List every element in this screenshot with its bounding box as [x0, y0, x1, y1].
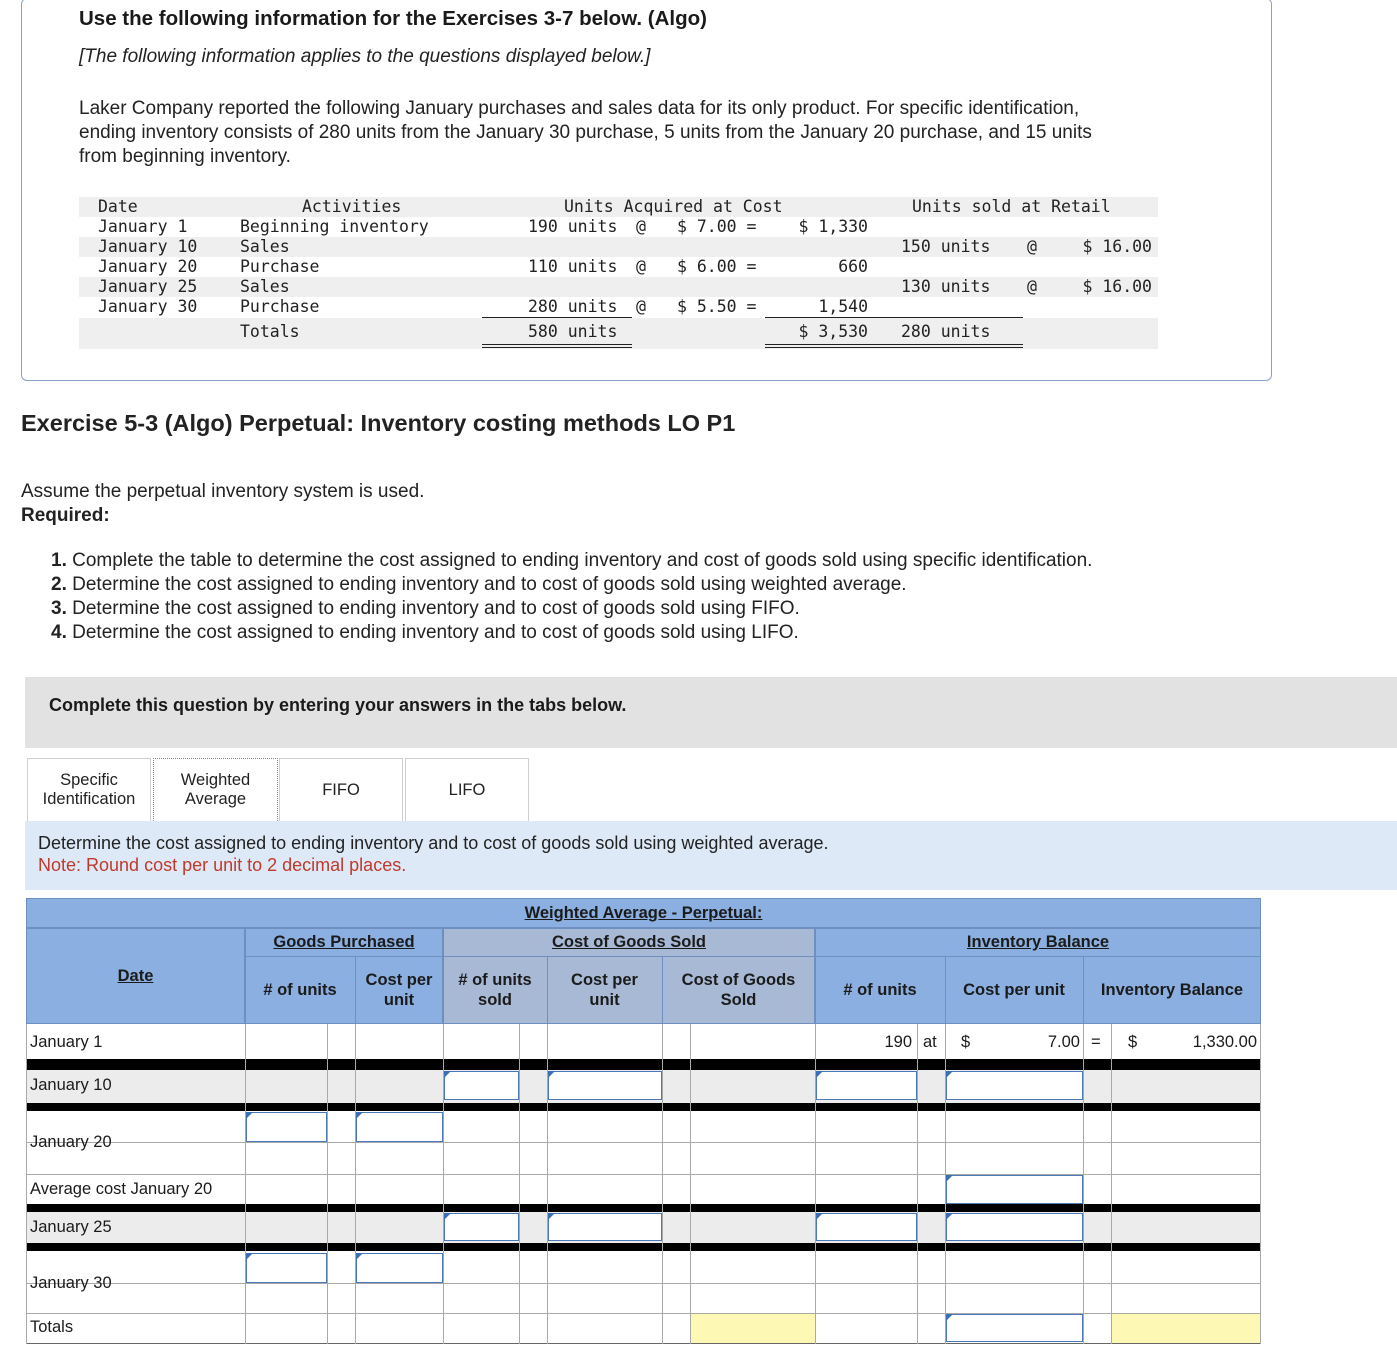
item-text: Determine the cost assigned to ending inventory and to cost of goods sold using LIFO.: [66, 622, 799, 643]
row-label-jan25: January 25: [30, 1218, 112, 1236]
dt-acq-cost: $ 6.00 =: [677, 257, 757, 276]
jan25-units-sold-input[interactable]: [444, 1213, 519, 1241]
exercise-title: Exercise 5-3 (Algo) Perpetual: Inventory costing methods LO P1: [21, 410, 736, 436]
cs-cogs-label: [662, 970, 815, 1010]
jan10-units-sold-input[interactable]: [444, 1071, 519, 1100]
jan1-cost: 7.00: [1047, 1033, 1080, 1051]
row-label-avg20: Average cost January 20: [30, 1180, 213, 1198]
tab-label: Identification: [42, 790, 136, 808]
info-heading: Use the following information for the Exercises 3-7 below. (Algo): [79, 7, 707, 30]
jan1-dollar: $: [1128, 1033, 1138, 1051]
ib-cost-label: Cost per unit: [963, 981, 1065, 999]
dt-acq-total: 660: [838, 257, 868, 276]
jan30-cost-per-unit-input[interactable]: [356, 1253, 443, 1283]
info-note: [The following information applies to the questions displayed below.]: [79, 46, 651, 67]
jan25-ib-units-input[interactable]: [816, 1213, 917, 1241]
info-paragraph-line3: from beginning inventory.: [79, 146, 291, 167]
dt-sold-units: 130 units: [901, 277, 991, 296]
tab-label: LIFO: [448, 780, 486, 799]
dt-totals-acq-units: 580 units: [528, 322, 618, 341]
tab-label: Weighted: [180, 771, 251, 789]
ib-balance-label: Inventory Balance: [1100, 981, 1244, 999]
dt-totals-acq-total: $ 3,530: [798, 322, 868, 341]
label-part: Cost of Goods: [681, 971, 796, 989]
dt-date: January 10: [98, 237, 198, 256]
dt-at: @: [636, 257, 646, 276]
item-text: Determine the cost assigned to ending inventory and to cost of goods sold using FIFO.: [66, 598, 800, 619]
dt-date: January 30: [98, 297, 198, 316]
jan25-ib-cost-input[interactable]: [946, 1213, 1083, 1241]
dt-acq-total: $ 1,330: [798, 217, 868, 236]
totals-ib-cost-input[interactable]: [946, 1314, 1083, 1342]
dt-activity: Beginning inventory: [240, 217, 429, 236]
required-item: [51, 621, 799, 645]
tab-weighted-average[interactable]: [153, 758, 278, 821]
row-line: [26, 1142, 1261, 1143]
col-line: [690, 1024, 691, 1344]
jan1-at: at: [923, 1033, 937, 1051]
item-number: 4.: [51, 622, 67, 643]
dt-header-sold: Units sold at Retail: [912, 197, 1111, 216]
row-separator: [26, 1204, 1261, 1212]
col-line: [1083, 1024, 1084, 1344]
label-part: Cost per: [365, 971, 433, 989]
jan25-cost-per-unit-input[interactable]: [548, 1213, 662, 1241]
info-paragraph-line2: ending inventory consists of 280 units from the January 30 purchase, 5 units from the January 20 purchase, and 15 units: [79, 122, 1092, 143]
item-text: Complete the table to determine the cost assigned to ending inventory and cost of goods sold using specific identification.: [66, 550, 1093, 571]
dt-activity: Sales: [240, 277, 290, 296]
jan1-balance: 1,330.00: [1192, 1033, 1257, 1051]
required-item: [51, 573, 907, 597]
dt-sold-at: @: [1027, 277, 1037, 296]
rule: [482, 317, 632, 318]
label-part: sold: [478, 991, 512, 1009]
info-paragraph-line1: Laker Company reported the following January purchases and sales data for its only product. For specific identification,: [79, 98, 1080, 119]
total-cogs-cell: [691, 1314, 815, 1343]
goods-purchased-label: Goods Purchased: [273, 933, 415, 951]
complete-question-bar: [25, 677, 1397, 748]
tab-lifo[interactable]: [405, 758, 529, 821]
gp-cost-label: [355, 970, 443, 1010]
row-separator: [26, 1059, 1261, 1070]
label-part: # of units: [458, 971, 532, 989]
dt-acq-cost: $ 5.50 =: [677, 297, 757, 316]
col-line: [245, 1024, 246, 1344]
dt-at: @: [636, 297, 646, 316]
instructions-text: Determine the cost assigned to ending inventory and to cost of goods sold using weighted average.: [38, 833, 829, 853]
col-line: [26, 1024, 27, 1344]
dt-acq-cost: $ 7.00 =: [677, 217, 757, 236]
row-label-jan30: January 30: [30, 1274, 112, 1292]
col-line: [519, 1024, 520, 1344]
date-column-label: Date: [117, 967, 154, 985]
dt-header-activities: Activities: [302, 197, 402, 216]
row-separator: [26, 1243, 1261, 1251]
cogs-label: Cost of Goods Sold: [552, 933, 706, 951]
tab-label: FIFO: [322, 780, 360, 799]
row-label-jan20: January 20: [30, 1133, 112, 1151]
double-rule: [482, 344, 632, 348]
avg20-cost-per-unit-input[interactable]: [946, 1175, 1083, 1204]
dt-header-date: Date: [98, 197, 138, 216]
jan30-units-purchased-input[interactable]: [246, 1253, 327, 1283]
item-number: 2.: [51, 574, 67, 595]
col-line: [1111, 1024, 1112, 1344]
dt-date: January 20: [98, 257, 198, 276]
instructions-box: [25, 821, 1397, 890]
dt-activity: Purchase: [240, 257, 320, 276]
label-part: unit: [589, 991, 620, 1009]
dt-sold-price: $ 16.00: [1082, 277, 1152, 296]
label-part: Cost per: [571, 971, 638, 989]
jan20-cost-per-unit-input[interactable]: [356, 1112, 443, 1142]
assume-text: Assume the perpetual inventory system is used.: [21, 481, 425, 502]
dt-at: @: [636, 217, 646, 236]
header-divider: [245, 956, 1261, 957]
dt-acq-units: 280 units: [528, 297, 618, 316]
dt-header-acquired: Units Acquired at Cost: [564, 197, 783, 216]
dt-activity: Sales: [240, 237, 290, 256]
dt-totals-sold-units: 280 units: [901, 322, 991, 341]
inventory-balance-label: Inventory Balance: [966, 933, 1110, 951]
jan20-units-purchased-input[interactable]: [246, 1112, 327, 1142]
dt-activity: Purchase: [240, 297, 320, 316]
dt-acq-total: 1,540: [818, 297, 868, 316]
row-label-jan1: January 1: [30, 1033, 103, 1051]
item-number: 1.: [51, 550, 67, 571]
tab-label: Specific: [60, 771, 118, 789]
dt-sold-units: 150 units: [901, 237, 991, 256]
dt-totals-label: Totals: [240, 322, 300, 341]
rule: [765, 317, 1023, 318]
cs-units-label: [443, 970, 547, 1010]
tab-specific-identification[interactable]: [27, 758, 151, 821]
jan1-dollar: $: [961, 1033, 971, 1051]
jan10-ib-cost-input[interactable]: [946, 1071, 1083, 1100]
item-text: Determine the cost assigned to ending inventory and to cost of goods sold using weighted average.: [66, 574, 907, 595]
dt-sold-price: $ 16.00: [1082, 237, 1152, 256]
jan1-equals: =: [1091, 1033, 1101, 1051]
required-item: [51, 597, 800, 621]
grid-title: Weighted Average - Perpetual:: [524, 904, 763, 922]
required-label: Required:: [21, 505, 110, 526]
col-line: [327, 1024, 328, 1344]
ib-units-label: # of units: [843, 981, 917, 999]
row-line: [26, 1343, 1261, 1344]
jan10-cost-per-unit-input[interactable]: [548, 1071, 662, 1100]
col-line: [917, 1024, 918, 1344]
tab-fifo[interactable]: [279, 758, 403, 821]
dt-sold-at: @: [1027, 237, 1037, 256]
label-part: Sold: [720, 991, 757, 1009]
dt-date: January 25: [98, 277, 198, 296]
row-line: [26, 1283, 1261, 1284]
double-rule: [765, 344, 1023, 348]
complete-question-text: Complete this question by entering your answers in the tabs below.: [49, 695, 627, 715]
jan10-ib-units-input[interactable]: [816, 1071, 917, 1100]
row-label-totals: Totals: [30, 1318, 74, 1336]
gp-units-label: # of units: [263, 981, 337, 999]
cs-cost-label: [547, 970, 662, 1010]
dt-date: January 1: [98, 217, 188, 236]
dt-acq-units: 190 units: [528, 217, 618, 236]
required-item: [51, 549, 1092, 573]
col-line: [355, 1024, 356, 1344]
total-inventory-balance-cell: [1112, 1314, 1260, 1343]
item-number: 3.: [51, 598, 67, 619]
row-label-jan10: January 10: [30, 1076, 112, 1094]
label-part: unit: [383, 991, 415, 1009]
col-line: [662, 1024, 663, 1344]
tab-label: Average: [184, 790, 247, 808]
dt-acq-units: 110 units: [528, 257, 618, 276]
instructions-note: Note: Round cost per unit to 2 decimal places.: [38, 855, 407, 875]
col-line: [1260, 1024, 1261, 1344]
row-separator: [26, 1103, 1261, 1111]
jan1-units: 190: [884, 1033, 912, 1051]
